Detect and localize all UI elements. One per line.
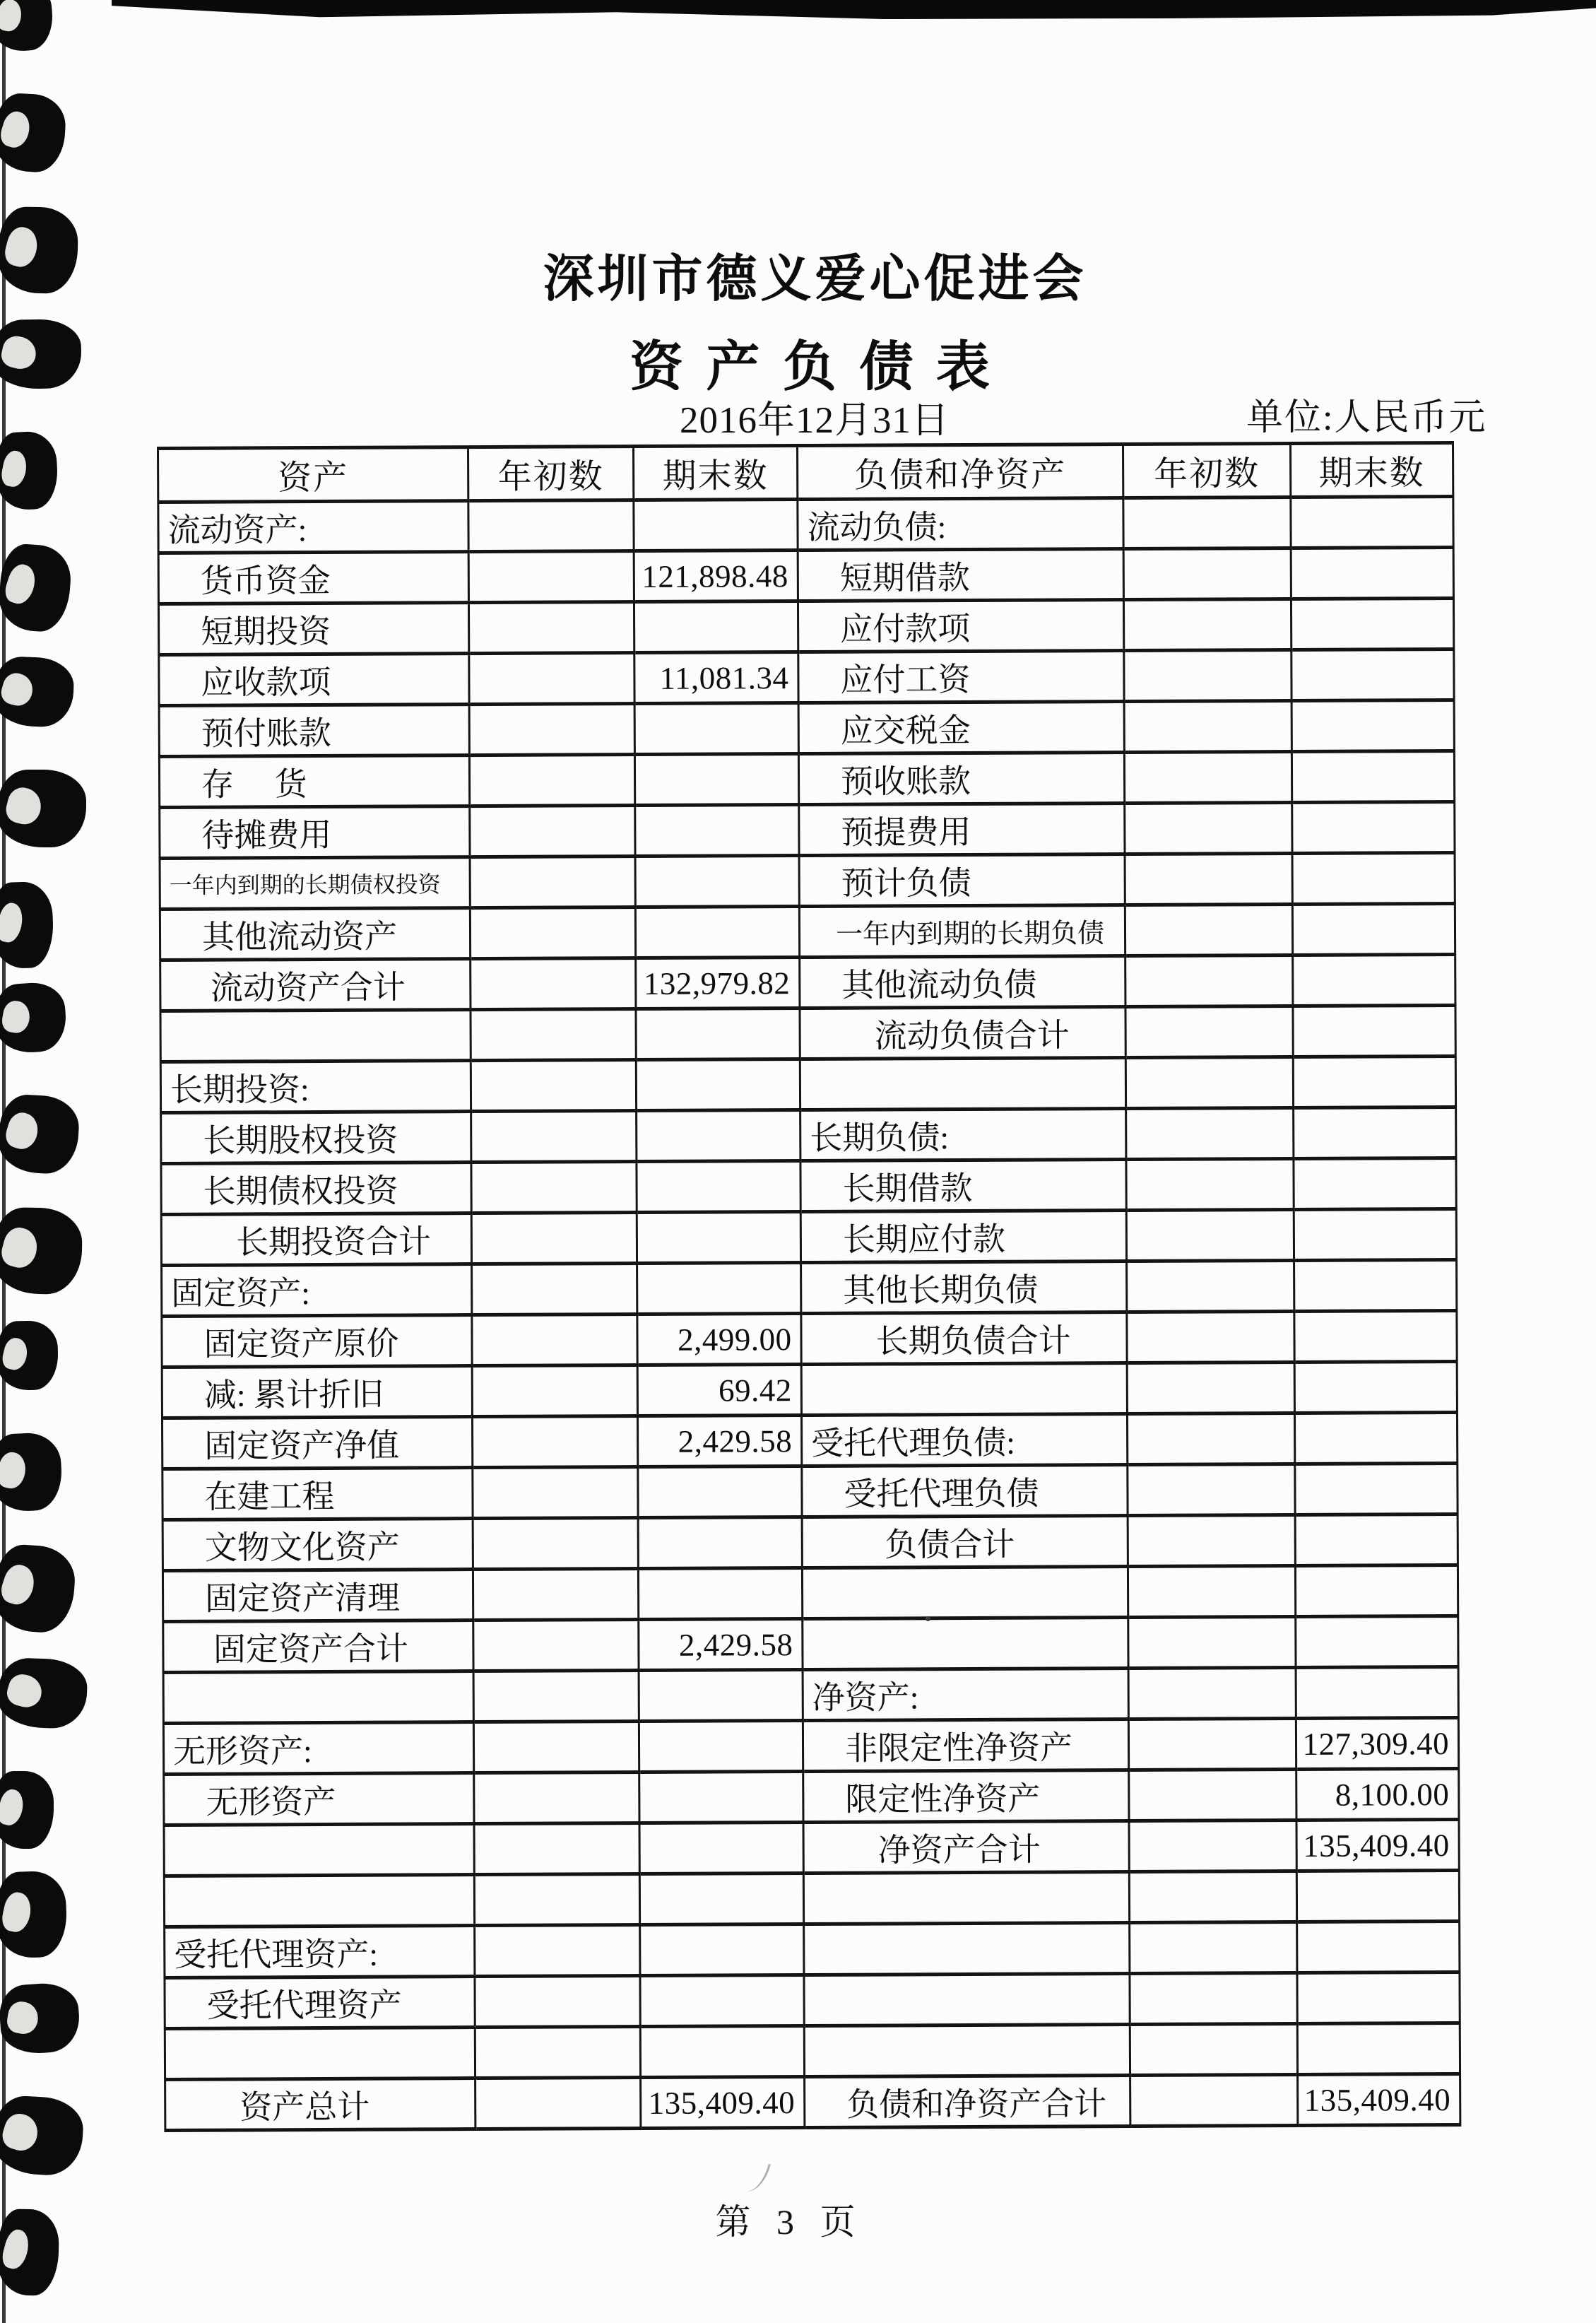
item-cell: 非限定性净资产	[803, 1719, 1128, 1772]
amount-cell	[639, 1874, 803, 1925]
amount-cell	[1296, 1616, 1458, 1667]
amount-cell	[473, 1518, 638, 1570]
table-row	[164, 1819, 1459, 1876]
item-cell: 长期负债合计	[801, 1312, 1127, 1365]
item-cell	[163, 1671, 473, 1724]
table-row	[159, 700, 1454, 756]
item-cell: 固定资产清理	[162, 1570, 473, 1622]
amount-cell	[1128, 1667, 1296, 1719]
amount-cell	[1291, 649, 1454, 700]
item-cell: 应收款项	[159, 654, 469, 706]
amount-cell	[1296, 1870, 1459, 1922]
amount-cell	[473, 1671, 639, 1722]
amount-cell	[472, 1365, 637, 1417]
amount-cell	[1125, 1057, 1293, 1108]
item-cell: 固定资产合计	[163, 1621, 473, 1673]
item-cell: 固定资产净值	[162, 1417, 472, 1469]
amount-cell: 127,309.40	[1296, 1717, 1458, 1769]
table-row	[165, 1921, 1460, 1977]
amount-cell	[470, 907, 635, 959]
amount-cell	[638, 1466, 802, 1518]
table-row	[164, 1768, 1459, 1825]
item-cell: 在建工程	[162, 1468, 473, 1520]
item-cell: 其他流动资产	[160, 908, 470, 960]
amount-cell	[634, 754, 798, 806]
table-row	[163, 1666, 1458, 1723]
amount-cell	[1292, 852, 1455, 904]
table-row	[160, 801, 1455, 858]
amount-cell	[1130, 2074, 1298, 2126]
amount-cell	[472, 1315, 637, 1366]
amount-cell	[1291, 700, 1454, 751]
header-cell: 期末数	[1290, 442, 1453, 497]
binding-hole	[0, 1657, 88, 1729]
amount-cell	[638, 1517, 802, 1569]
scan-speck	[926, 1616, 930, 1621]
amount-cell	[1293, 1005, 1455, 1057]
amount-cell	[1128, 1515, 1295, 1566]
table-row	[160, 954, 1455, 1011]
item-cell: 短期投资	[158, 603, 468, 655]
amount-cell	[1125, 955, 1293, 1006]
amount-cell	[640, 1924, 804, 1976]
binding-hole	[0, 1982, 81, 2057]
amount-cell	[640, 1975, 804, 2027]
item-cell: 净资产:	[803, 1669, 1128, 1721]
amount-cell: 69.42	[637, 1365, 801, 1416]
balance-sheet-table	[157, 441, 1461, 2132]
item-cell: 受托代理负债:	[801, 1414, 1127, 1466]
amount-cell	[1128, 1464, 1295, 1515]
amount-cell: 2,429.58	[637, 1416, 801, 1467]
amount-cell	[1130, 2023, 1297, 2075]
item-cell: 一年内到期的长期负债	[799, 905, 1125, 958]
item-cell	[164, 1875, 474, 1927]
table-row	[159, 649, 1454, 705]
item-cell: 净资产合计	[803, 1821, 1129, 1874]
scan-squiggle	[743, 2159, 771, 2196]
item-cell: 无形资产:	[163, 1722, 473, 1775]
doc-title: 资 产 负 债 表	[629, 335, 992, 398]
table-row	[165, 1972, 1460, 2028]
item-cell: 长期借款	[800, 1160, 1126, 1212]
table-row	[163, 1616, 1458, 1672]
binding-hole	[0, 430, 59, 511]
amount-cell	[1128, 1616, 1296, 1668]
table-row	[161, 1158, 1456, 1214]
amount-cell	[1295, 1565, 1458, 1616]
item-cell: 减: 累计折旧	[162, 1366, 472, 1418]
item-cell: 资产总计	[165, 2078, 475, 2131]
amount-cell: 2,429.58	[639, 1619, 803, 1671]
amount-cell: 135,409.40	[641, 2077, 805, 2129]
amount-cell: 132,979.82	[636, 958, 800, 1009]
org-title: 深圳市德义爱心促进会	[543, 249, 1087, 308]
item-cell	[800, 1058, 1125, 1110]
item-cell	[164, 1824, 474, 1876]
binding-hole	[0, 1771, 54, 1849]
item-cell: 受托代理资产:	[165, 1926, 475, 1978]
item-cell: 预提费用	[799, 804, 1125, 856]
amount-cell	[475, 2078, 641, 2129]
table-row	[158, 496, 1453, 553]
amount-cell	[472, 1416, 637, 1468]
amount-cell	[468, 551, 634, 603]
amount-cell	[1123, 548, 1291, 599]
table-row	[162, 1361, 1457, 1418]
scan-edge-top	[112, 0, 1596, 19]
item-cell: 文物文化资产	[162, 1519, 473, 1571]
amount-cell: 8,100.00	[1296, 1768, 1459, 1820]
item-cell: 固定资产原价	[162, 1315, 472, 1368]
table-row	[162, 1565, 1458, 1621]
amount-cell	[639, 1772, 803, 1823]
amount-cell	[1292, 903, 1455, 955]
amount-cell	[1124, 751, 1291, 803]
amount-cell: 121,898.48	[634, 551, 798, 602]
amount-cell	[639, 1670, 803, 1722]
item-cell	[804, 1923, 1130, 1975]
item-cell: 其他流动负债	[800, 956, 1125, 1008]
amount-cell	[635, 856, 799, 907]
item-cell: 长期应付款	[800, 1211, 1126, 1263]
item-cell: 无形资产	[164, 1773, 474, 1825]
amount-cell	[1297, 1972, 1460, 2023]
amount-cell	[1294, 1107, 1456, 1158]
item-cell	[801, 1363, 1127, 1416]
amount-cell	[1293, 954, 1455, 1006]
binding-hole	[0, 1431, 64, 1512]
item-cell: 应交税金	[798, 702, 1124, 754]
binding-hole	[0, 542, 73, 633]
amount-cell	[640, 2026, 804, 2078]
amount-cell	[1123, 599, 1291, 650]
amount-cell	[1129, 1820, 1296, 1871]
item-cell: 长期投资:	[160, 1061, 471, 1113]
item-cell: 负债合计	[802, 1516, 1128, 1568]
amount-cell	[1124, 700, 1291, 752]
amount-cell	[1296, 1666, 1458, 1718]
amount-cell	[475, 2027, 640, 2078]
amount-cell	[1129, 1871, 1296, 1922]
item-cell	[803, 1618, 1128, 1670]
amount-cell	[1291, 547, 1453, 599]
table-row	[161, 1107, 1456, 1163]
amount-cell	[468, 500, 634, 552]
amount-cell	[474, 1823, 639, 1875]
binding-hole	[0, 1543, 77, 1635]
amount-cell: 135,409.40	[1296, 1819, 1459, 1871]
item-cell: 预计负债	[799, 854, 1125, 907]
item-cell: 负债和净资产合计	[805, 2076, 1130, 2128]
item-cell: 长期负债:	[800, 1109, 1126, 1161]
amount-cell	[1126, 1107, 1294, 1159]
binding-hole	[0, 656, 75, 728]
amount-cell	[1291, 598, 1453, 649]
amount-cell	[468, 602, 634, 654]
item-cell: 预收账款	[798, 753, 1124, 805]
table-row	[162, 1259, 1457, 1316]
item-cell: 货币资金	[158, 552, 468, 604]
amount-cell	[1130, 1922, 1297, 1973]
amount-cell	[634, 601, 798, 653]
amount-cell	[637, 1110, 800, 1162]
amount-cell	[1125, 904, 1292, 955]
amount-cell	[473, 1569, 638, 1621]
amount-cell	[635, 907, 799, 958]
item-cell	[802, 1567, 1128, 1619]
amount-cell	[637, 1161, 800, 1213]
amount-cell	[1127, 1260, 1294, 1312]
amount-cell	[473, 1722, 639, 1773]
amount-cell	[1292, 801, 1455, 853]
amount-cell	[470, 857, 635, 908]
amount-cell	[1129, 1769, 1296, 1821]
item-cell	[804, 1974, 1130, 2026]
amount-cell	[1293, 1056, 1455, 1107]
amount-cell: 11,081.34	[634, 652, 798, 704]
item-cell	[803, 1872, 1129, 1924]
amount-cell	[469, 755, 634, 806]
header-cell: 资产	[158, 447, 468, 502]
item-cell: 长期债权投资	[161, 1163, 471, 1215]
binding-hole	[0, 1320, 59, 1390]
amount-cell	[1294, 1412, 1457, 1464]
item-cell: 受托代理资产	[165, 1977, 475, 2029]
amount-cell: 2,499.00	[637, 1314, 801, 1365]
amount-cell	[1128, 1565, 1295, 1617]
header-cell: 年初数	[1123, 443, 1290, 498]
amount-cell	[634, 500, 798, 551]
amount-cell	[1125, 1006, 1293, 1057]
table-row	[160, 852, 1455, 909]
page-number: 第 3 页	[715, 2202, 864, 2242]
amount-cell	[1125, 802, 1292, 854]
amount-cell	[473, 1467, 638, 1519]
header-cell: 负债和净资产	[798, 445, 1123, 500]
amount-cell	[474, 1772, 639, 1824]
item-cell: 固定资产:	[162, 1264, 472, 1317]
amount-cell	[1291, 496, 1453, 548]
amount-cell	[639, 1721, 803, 1772]
table-row	[163, 1717, 1458, 1774]
item-cell: 流动负债:	[798, 498, 1123, 551]
item-cell: 其他长期负债	[801, 1262, 1127, 1314]
amount-cell	[1295, 1463, 1458, 1515]
item-cell: 流动资产:	[158, 501, 468, 553]
amount-cell	[471, 958, 636, 1010]
amount-cell	[1130, 1972, 1297, 2024]
table-row	[162, 1412, 1457, 1469]
binding-hole	[0, 770, 86, 847]
table-row	[161, 1208, 1456, 1265]
amount-cell	[1128, 1718, 1296, 1770]
amount-cell	[638, 1568, 802, 1620]
amount-cell	[1291, 751, 1454, 802]
amount-cell	[1124, 649, 1291, 701]
table-row	[162, 1310, 1457, 1367]
item-cell	[804, 2025, 1130, 2077]
amount-cell	[637, 1212, 800, 1264]
amount-cell	[469, 704, 634, 755]
amount-cell	[1126, 1209, 1294, 1261]
table-row	[162, 1514, 1458, 1570]
amount-cell	[471, 1009, 636, 1061]
report-date: 2016年12月31日	[680, 400, 950, 441]
binding-hole	[0, 1870, 68, 1958]
table-row	[158, 547, 1453, 604]
amount-cell	[470, 806, 635, 857]
table-row	[160, 903, 1455, 960]
binding-hole	[0, 0, 54, 53]
amount-cell	[1294, 1361, 1457, 1413]
item-cell: 流动负债合计	[800, 1007, 1125, 1059]
amount-cell	[1127, 1362, 1294, 1413]
item-cell: 应付工资	[798, 651, 1124, 703]
amount-cell	[475, 1976, 640, 2028]
item-cell: 长期投资合计	[161, 1213, 471, 1266]
amount-cell	[637, 1263, 801, 1315]
table-row	[162, 1463, 1458, 1519]
unit-label: 单位:人民币元	[1246, 398, 1487, 438]
item-cell: 限定性净资产	[803, 1770, 1129, 1823]
amount-cell	[471, 1213, 637, 1264]
amount-cell	[1127, 1311, 1294, 1363]
amount-cell	[471, 1111, 637, 1163]
amount-cell	[471, 1060, 636, 1112]
amount-cell	[475, 1925, 640, 1977]
table-row	[158, 598, 1453, 654]
binding-hole	[0, 93, 67, 174]
header-cell: 年初数	[468, 447, 634, 501]
amount-cell	[471, 1162, 637, 1213]
amount-cell	[1294, 1158, 1456, 1209]
item-cell: 存 货	[159, 755, 469, 808]
binding-hole	[0, 2094, 85, 2176]
amount-cell	[639, 1823, 803, 1874]
binding-hole	[0, 881, 54, 970]
item-cell: 受托代理负债	[802, 1465, 1128, 1517]
item-cell: 流动资产合计	[160, 959, 471, 1011]
table-header-row	[158, 442, 1453, 502]
item-cell	[160, 1010, 471, 1062]
amount-cell: 135,409.40	[1298, 2074, 1460, 2125]
table-row	[165, 2023, 1460, 2079]
amount-cell	[1127, 1413, 1294, 1464]
amount-cell	[1125, 853, 1292, 905]
item-cell: 应付款项	[798, 600, 1123, 652]
header-cell: 期末数	[634, 446, 798, 500]
amount-cell	[636, 1008, 800, 1060]
amount-cell	[469, 653, 634, 705]
amount-cell	[634, 703, 798, 755]
table-row	[160, 1005, 1455, 1061]
amount-cell	[1294, 1310, 1457, 1362]
amount-cell	[474, 1874, 639, 1926]
table-row	[165, 2074, 1460, 2130]
binding-hole	[0, 1093, 81, 1175]
amount-cell	[472, 1264, 637, 1315]
amount-cell	[1294, 1208, 1456, 1260]
item-cell: 长期股权投资	[161, 1112, 471, 1164]
amount-cell	[473, 1620, 639, 1671]
amount-cell	[1126, 1158, 1294, 1210]
amount-cell	[636, 1059, 800, 1111]
amount-cell	[1123, 497, 1291, 548]
item-cell: 短期借款	[798, 549, 1123, 601]
amount-cell	[1297, 1921, 1460, 1972]
amount-cell	[1295, 1514, 1458, 1565]
table-row	[160, 1056, 1455, 1112]
item-cell	[165, 2028, 475, 2080]
item-cell: 待摊费用	[160, 806, 470, 859]
table-row	[159, 751, 1454, 807]
binding-hole	[0, 1207, 83, 1295]
binding-hole	[0, 980, 68, 1054]
item-cell: 一年内到期的长期债权投资	[160, 857, 470, 910]
amount-cell	[635, 805, 799, 857]
amount-cell	[1297, 2023, 1460, 2074]
item-cell: 预付账款	[159, 705, 469, 757]
table-row	[164, 1870, 1459, 1927]
amount-cell	[1294, 1259, 1457, 1311]
